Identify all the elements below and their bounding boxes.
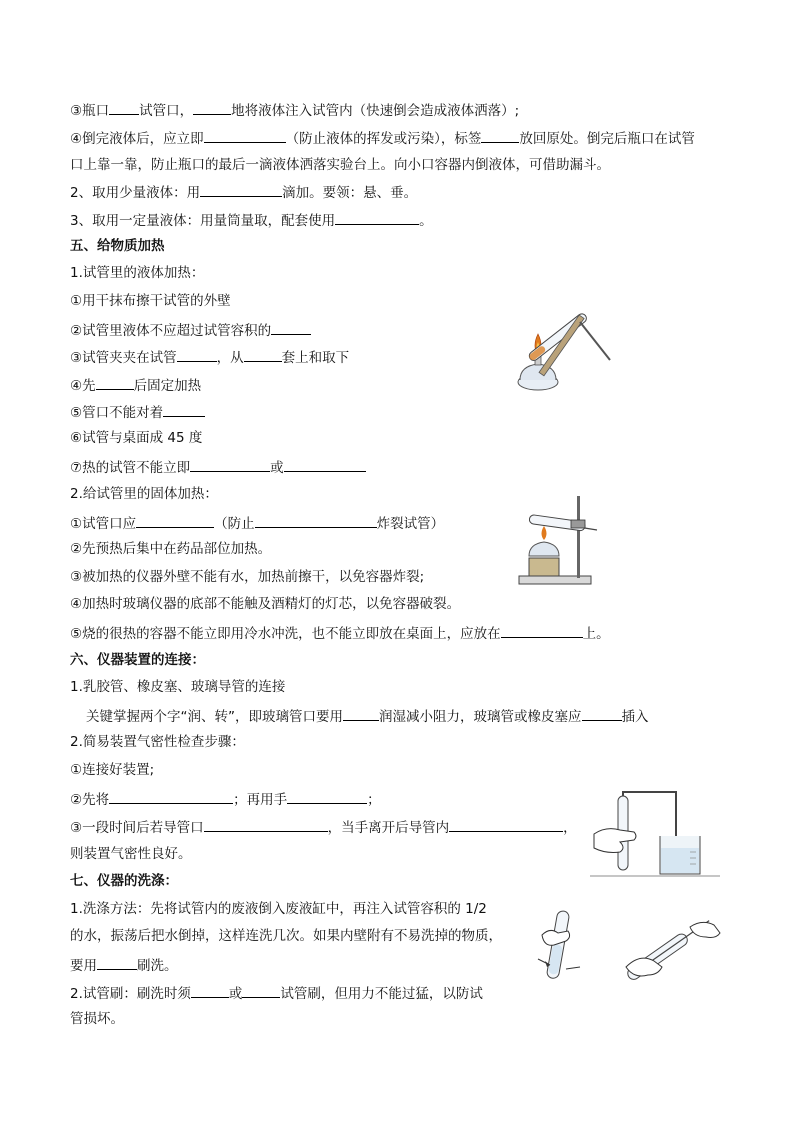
section-connection (70, 651, 205, 669)
text: ④倒完液体后，应立即 (70, 131, 204, 147)
line-heat-liquid-7 (70, 457, 366, 477)
line-airtight-1 (70, 761, 154, 779)
line-heat-liquid-3 (70, 347, 349, 367)
answer-blank[interactable] (335, 210, 419, 225)
answer-blank[interactable] (244, 347, 282, 362)
line-brush-1 (70, 983, 483, 1003)
text: ③一段时间后若导管口 (70, 820, 204, 836)
line-funnel (70, 156, 610, 174)
line-airtight-title (70, 733, 245, 751)
answer-blank[interactable] (200, 182, 282, 197)
text: 关键掌握两个字“润、转”，即玻璃管口要用 (86, 709, 343, 725)
line-connection-tip (86, 706, 649, 726)
answer-blank[interactable] (163, 402, 205, 417)
section-washing (70, 872, 178, 890)
answer-blank[interactable] (191, 983, 229, 998)
text: ，从 (216, 350, 244, 366)
line-after-pouring (70, 128, 695, 148)
text: ①试管口应 (70, 516, 137, 532)
text: 1.洗涤方法：先将试管内的废液倒入废液缸中，再注入试管容积的 1/2 (70, 901, 487, 917)
text: ①连接好装置; (70, 762, 155, 778)
line-heat-liquid-title (70, 264, 204, 282)
text: ①用干抹布擦干试管的外壁 (70, 293, 231, 309)
text: ③被加热的仪器外壁不能有水，加热前擦干，以免容器炸裂; (70, 569, 425, 585)
line-heat-solid-title (70, 485, 218, 503)
line-connection-title (70, 678, 285, 696)
answer-blank[interactable] (136, 513, 214, 528)
heating-solid-illustration (515, 490, 615, 590)
text: ②先预热后集中在药品部位加热。 (70, 541, 272, 557)
answer-blank[interactable] (449, 817, 563, 832)
line-small-amount-liquid (70, 182, 417, 202)
text: 地将液体注入试管内（快速倒会造成液体洒落）; (231, 103, 520, 119)
text: 后固定加热 (133, 378, 202, 394)
text: 3、取用一定量液体：用量筒量取，配套使用 (70, 213, 336, 229)
text: 上。 (582, 626, 610, 642)
text: 炸裂试管） (376, 516, 445, 532)
text: （防止液体的挥发或污染），标签 (285, 131, 482, 147)
answer-blank[interactable] (271, 320, 311, 335)
answer-blank[interactable] (109, 789, 233, 804)
text: 要用 (70, 958, 97, 974)
text: 2、取用少量液体：用 (70, 185, 201, 201)
text: 的水，振荡后把水倒掉，这样连洗几次。如果内壁附有不易洗掉的物质， (70, 928, 502, 944)
text: 1.乳胶管、橡皮塞、玻璃导管的连接 (70, 679, 286, 695)
text: ②先将 (70, 792, 110, 808)
answer-blank[interactable] (287, 789, 367, 804)
line-heat-solid-5 (70, 623, 610, 643)
text: ，当手离开后导管内 (327, 820, 450, 836)
text: 或 (228, 986, 243, 1002)
text: ； (367, 792, 381, 808)
text: ， (563, 820, 577, 836)
line-washing-2 (70, 927, 502, 945)
line-airtight-2 (70, 789, 381, 809)
text: 或 (270, 460, 284, 476)
text: ③瓶口 (70, 103, 110, 119)
text: 1.试管里的液体加热： (70, 265, 205, 281)
airtightness-check-illustration (590, 790, 725, 880)
answer-blank[interactable] (343, 706, 379, 721)
line-washing-1 (70, 900, 487, 918)
text: 2.试管刷：刷洗时须 (70, 986, 191, 1002)
answer-blank[interactable] (193, 100, 231, 115)
line-heat-solid-4 (70, 595, 460, 613)
line-heat-liquid-4 (70, 375, 201, 395)
text: ⑥试管与桌面成 45 度 (70, 430, 203, 446)
line-heat-liquid-1 (70, 292, 231, 310)
line-heat-liquid-6 (70, 429, 202, 447)
answer-blank[interactable] (582, 706, 622, 721)
answer-blank[interactable] (204, 817, 328, 832)
answer-blank[interactable] (204, 128, 286, 143)
text: 插入 (621, 709, 649, 725)
answer-blank[interactable] (97, 955, 137, 970)
text: 2.给试管里的固体加热： (70, 486, 218, 502)
text: 则装置气密性良好。 (70, 846, 192, 862)
text: 刷洗。 (137, 958, 178, 974)
washing-illustration (530, 905, 730, 990)
answer-blank[interactable] (177, 347, 217, 362)
text: ④加热时玻璃仪器的底部不能触及酒精灯的灯芯，以免容器破裂。 (70, 596, 461, 612)
line-fixed-amount-liquid (70, 210, 433, 230)
text: 润湿减小阻力，玻璃管或橡皮塞应 (379, 709, 582, 725)
line-brush-2 (70, 1010, 124, 1028)
text: ⑤管口不能对着 (70, 405, 164, 421)
text: 管损坏。 (70, 1011, 124, 1027)
answer-blank[interactable] (96, 375, 134, 390)
answer-blank[interactable] (190, 457, 270, 472)
text: 套上和取下 (281, 350, 350, 366)
line-heat-solid-1 (70, 513, 444, 533)
section-heating (70, 237, 165, 255)
answer-blank[interactable] (255, 513, 377, 528)
line-airtight-3 (70, 817, 577, 837)
text: ③试管夹夹在试管 (70, 350, 177, 366)
section-title: 五、给物质加热 (70, 238, 165, 254)
line-heat-solid-2 (70, 540, 271, 558)
line-heat-solid-3 (70, 568, 424, 586)
line-heat-liquid-5 (70, 402, 205, 422)
text: ②试管里液体不应超过试管容积的 (70, 323, 272, 339)
heating-liquid-illustration (510, 300, 620, 395)
text: （防止 (214, 516, 255, 532)
line-bottle-mouth (70, 100, 519, 120)
line-washing-3 (70, 955, 178, 975)
answer-blank[interactable] (109, 100, 139, 115)
text: ；再用手 (233, 792, 288, 808)
text: ⑦热的试管不能立即 (70, 460, 191, 476)
text: 试管口， (139, 103, 194, 119)
text: 试管刷，但用力不能过猛，以防试 (280, 986, 483, 1002)
section-title: 六、仪器装置的连接： (70, 652, 205, 668)
line-heat-liquid-2 (70, 320, 311, 340)
answer-blank[interactable] (501, 623, 583, 638)
section-title: 七、仪器的洗涤： (70, 873, 178, 889)
text: 。 (419, 213, 433, 229)
text: ④先 (70, 378, 96, 394)
answer-blank[interactable] (481, 128, 519, 143)
answer-blank[interactable] (284, 457, 366, 472)
text: 口上靠一靠，防止瓶口的最后一滴液体洒落实验台上。向小口容器内倒液体，可借助漏斗。 (70, 157, 610, 173)
text: ⑤烧的很热的容器不能立即用冷水冲洗，也不能立即放在桌面上，应放在 (70, 626, 501, 642)
answer-blank[interactable] (242, 983, 280, 998)
text: 2.简易装置气密性检查步骤： (70, 734, 245, 750)
text: 放回原处。倒完后瓶口在试管 (519, 131, 695, 147)
text: 滴加。要领：悬、垂。 (282, 185, 418, 201)
line-airtight-4 (70, 845, 192, 863)
